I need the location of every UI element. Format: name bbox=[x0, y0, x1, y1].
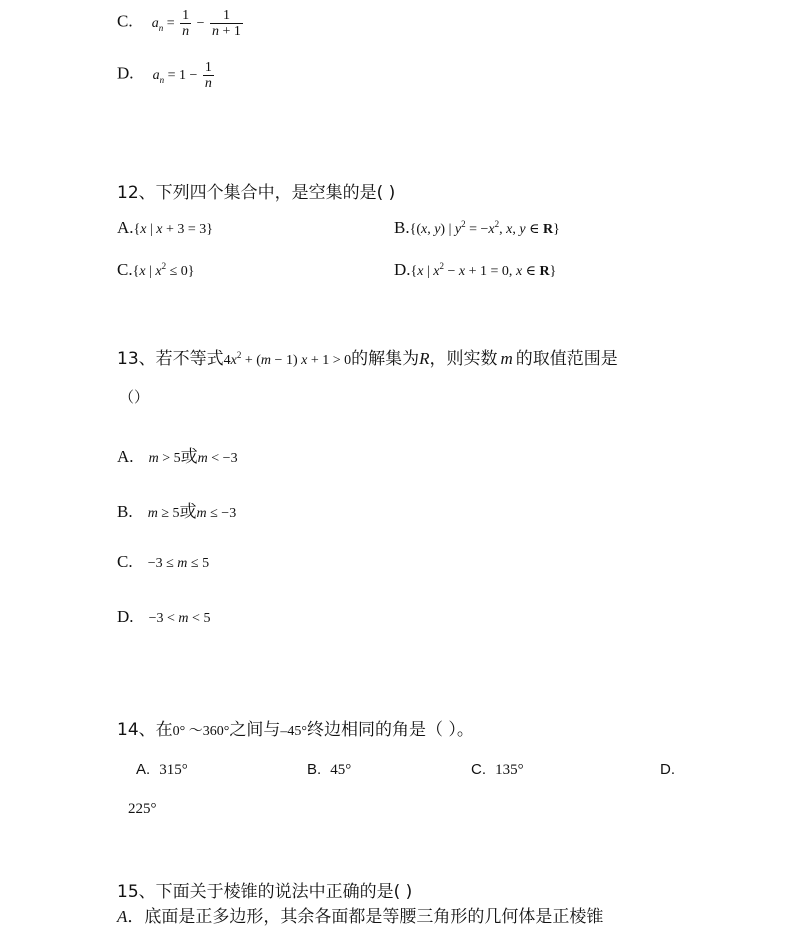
q14-stem-prefix: 14、在 bbox=[117, 720, 173, 740]
q13-option-a-label: A. bbox=[117, 447, 134, 466]
q15-option-a bbox=[117, 902, 603, 927]
q13-option-a-formula2: m < −3 bbox=[197, 451, 238, 466]
q15-option-a-text: ．底面是正多边形，其余各面都是等腰三角形的几何体是正棱锥 bbox=[127, 907, 604, 927]
q11-option-c-formula: $a_n$ = $\frac{1}{n}$ − $\frac{1}{n + 1}$ bbox=[151, 8, 241, 39]
q14-option-b bbox=[307, 759, 351, 779]
q13-option-c-formula: −3 ≤ m ≤ 5 bbox=[147, 556, 210, 571]
q14-option-a-label: A. bbox=[136, 761, 151, 778]
q14-option-c bbox=[471, 759, 524, 779]
q12-option-c-label: C. bbox=[117, 260, 133, 279]
q15-stem: 15、下面关于棱锥的说法中正确的是( ) bbox=[117, 882, 413, 902]
q13-option-a bbox=[117, 442, 238, 467]
q13-option-b-formula2: m ≤ −3 bbox=[196, 506, 237, 521]
q14-option-b-value: 45° bbox=[330, 762, 352, 778]
q13-option-c-label: C. bbox=[117, 552, 133, 571]
q13-stem-suffix: 的取值范围是 bbox=[515, 349, 618, 369]
q13-paren: （） bbox=[119, 388, 150, 406]
q11-option-c-label: C. bbox=[117, 11, 133, 31]
q14-stem-suffix: 终边相同的角是（ ）。 bbox=[306, 720, 474, 740]
q13-stem-mid: 的解集为 bbox=[351, 349, 420, 369]
q12-option-c bbox=[117, 260, 194, 280]
q13-option-c bbox=[117, 552, 209, 572]
q13-option-d bbox=[117, 607, 210, 627]
q14-range: 0° ～360° bbox=[172, 724, 230, 739]
q12-option-a-label: A. bbox=[117, 218, 134, 237]
q13-option-b-label: B. bbox=[117, 502, 133, 521]
q13-option-d-formula: −3 < m < 5 bbox=[148, 611, 211, 626]
q13-option-b-formula: m ≥ 5 bbox=[147, 506, 180, 521]
q12-option-d-label: D. bbox=[394, 260, 411, 279]
q14-stem bbox=[117, 715, 474, 740]
q12-option-b bbox=[394, 218, 560, 238]
q12-option-b-label: B. bbox=[394, 218, 410, 237]
q13-option-b-or: 或 bbox=[179, 502, 197, 522]
q13-stem-prefix: 13、若不等式 bbox=[117, 349, 224, 369]
q12-option-a bbox=[117, 218, 213, 238]
q14-option-c-label: C. bbox=[471, 761, 486, 778]
q13-var-r: R bbox=[419, 349, 430, 368]
q14-option-b-label: B. bbox=[307, 761, 322, 778]
q12-option-b-formula: {(x, y) | $y^2 = -x^2$, x, y ∈ R} bbox=[409, 219, 560, 237]
q13-inequality: $4x^2 + (m - 1) x + 1 > 0$ bbox=[223, 350, 352, 368]
q14-option-d-label: D. bbox=[660, 761, 675, 778]
q15-option-a-label: A bbox=[117, 907, 128, 926]
q14-option-d bbox=[660, 759, 675, 778]
q14-option-a-value: 315° bbox=[159, 762, 188, 778]
q13-option-d-label: D. bbox=[117, 607, 134, 626]
q11-option-d-label: D. bbox=[117, 63, 134, 83]
q12-option-c-formula: {x | $x^2 \le 0$} bbox=[132, 261, 195, 279]
q13-option-b bbox=[117, 497, 236, 522]
q12-option-a-formula: {x | x + 3 = 3} bbox=[133, 222, 214, 237]
q13-option-a-formula: m > 5 bbox=[148, 451, 181, 466]
q12-stem: 12、下列四个集合中，是空集的是( ) bbox=[117, 183, 396, 203]
q11-option-d bbox=[117, 60, 216, 91]
q14-stem-mid: 之间与 bbox=[229, 720, 281, 740]
q14-option-c-value: 135° bbox=[495, 762, 524, 778]
q12-option-d-formula: {x | $x^2 - x + 1 = 0$, x ∈ R} bbox=[410, 261, 557, 279]
q14-option-d-value: 225° bbox=[128, 801, 157, 817]
q13-stem-mid2: ，则实数 bbox=[429, 349, 498, 369]
q14-angle: –45° bbox=[280, 724, 307, 739]
q11-option-c bbox=[117, 8, 245, 39]
q13-stem bbox=[117, 344, 618, 369]
q12-option-d bbox=[394, 260, 556, 280]
q14-option-a bbox=[136, 759, 188, 779]
q13-option-a-or: 或 bbox=[180, 447, 198, 467]
q13-var-m: m bbox=[500, 349, 513, 368]
q11-option-d-formula: $a_n = 1$ − $\frac{1}{n}$ bbox=[152, 60, 212, 91]
